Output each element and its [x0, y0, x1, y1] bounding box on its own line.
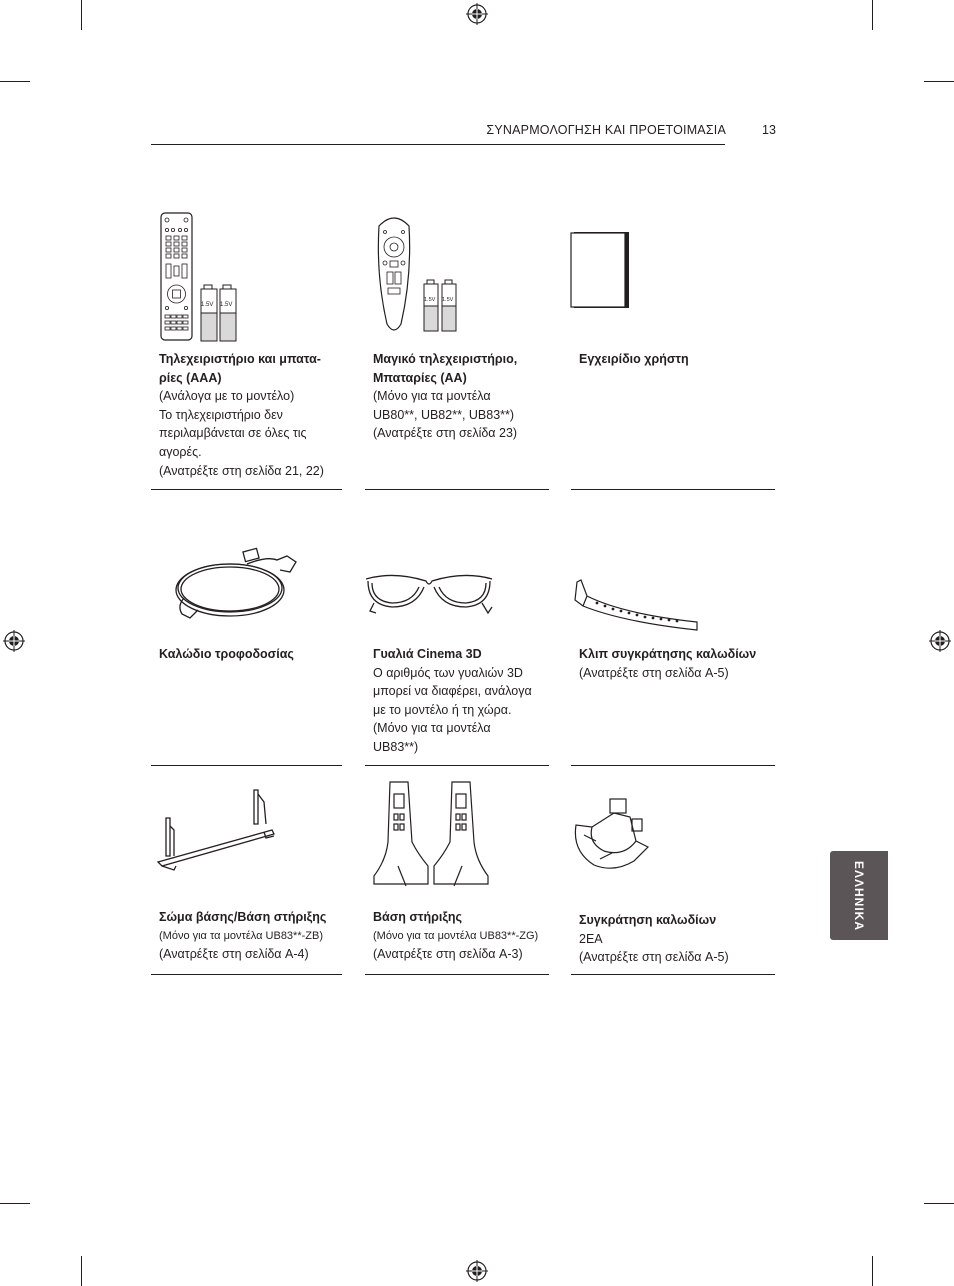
battery-label: 1.5V [424, 297, 436, 303]
item-name: Σώμα βάσης/Βάση στήριξης [159, 910, 327, 924]
item-desc: περιλαμβάνεται σε όλες τις [159, 426, 307, 441]
divider [151, 489, 342, 490]
page-number: 13 [762, 123, 776, 137]
crop-mark [924, 1203, 954, 1204]
item-desc: αγορές. [159, 444, 202, 459]
crop-mark [872, 0, 873, 30]
item-3d-glasses [373, 645, 553, 757]
battery-label: 1.5V [220, 302, 233, 308]
battery-icon [423, 280, 459, 332]
item-desc: (Ανατρέξτε στη σελίδα 23) [373, 426, 518, 441]
item-cable-clip [579, 645, 774, 682]
item-desc: (Ανατρέξτε στη σελίδα A-5) [579, 950, 729, 965]
item-desc: Ο αριθμός των γυαλιών 3D [373, 665, 523, 680]
crop-mark [924, 81, 954, 82]
item-desc: 2EA [579, 931, 603, 946]
item-name: Μπαταρίες (AA) [373, 370, 467, 385]
item-remote-control [159, 350, 344, 480]
manual-book-icon [569, 230, 631, 310]
power-cord-icon [172, 546, 302, 624]
item-desc: (Ανατρέξτε στη σελίδα A-3) [373, 947, 523, 962]
item-desc: (Μόνο για τα μοντέλα [373, 389, 491, 404]
item-desc: (Ανατρέξτε στη σελίδα A-5) [579, 665, 729, 680]
3d-glasses-icon [364, 567, 494, 615]
item-stand-support [373, 908, 553, 964]
item-desc: (Μόνο για τα μοντέλα [373, 721, 491, 736]
item-name: ρίες (AAA) [159, 370, 222, 385]
item-cable-holder [579, 911, 774, 967]
cable-clip-icon [573, 578, 703, 632]
divider [365, 489, 549, 490]
crop-mark [872, 1256, 873, 1286]
registration-mark-icon [466, 3, 488, 25]
header-rule [151, 144, 725, 145]
item-name: Μαγικό τηλεχειριστήριο, [373, 352, 518, 366]
battery-icon [200, 285, 238, 342]
crop-mark [0, 1203, 30, 1204]
item-desc: UB80**, UB82**, UB83**) [373, 407, 515, 422]
divider [571, 765, 775, 766]
item-desc: μπορεί να διαφέρει, ανάλογα [373, 684, 532, 699]
divider [365, 974, 549, 975]
language-tab [830, 851, 888, 940]
item-model-note: (Μόνο για τα μοντέλα UB83**-ZB) [159, 929, 323, 942]
item-name: Γυαλιά Cinema 3D [373, 647, 482, 661]
divider [571, 489, 775, 490]
battery-label: 1.5V [442, 297, 454, 303]
item-desc: (Ανατρέξτε στη σελίδα A-4) [159, 947, 309, 962]
crop-mark [81, 1256, 82, 1286]
item-name: Βάση στήριξης [373, 910, 463, 924]
item-name: Εγχειρίδιο χρήστη [579, 352, 689, 366]
remote-control-icon [160, 212, 194, 342]
item-desc: με το μοντέλο ή τη χώρα. [373, 702, 512, 717]
stand-support-icon [370, 780, 492, 890]
item-desc: UB83**) [373, 739, 419, 754]
divider [151, 974, 342, 975]
section-title: ΣΥΝΑΡΜΟΛΟΓΗΣΗ ΚΑΙ ΠΡΟΕΤΟΙΜΑΣΙΑ [486, 123, 726, 137]
registration-mark-icon [3, 630, 25, 652]
divider [151, 765, 342, 766]
item-desc: (Ανατρέξτε στη σελίδα 21, 22) [159, 463, 324, 478]
item-name: Κλιπ συγκράτησης καλωδίων [579, 647, 757, 661]
item-magic-remote [373, 350, 553, 443]
item-power-cord [159, 645, 339, 664]
item-name: Συγκράτηση καλωδίων [579, 913, 717, 927]
magic-remote-icon [375, 216, 413, 334]
divider [571, 974, 775, 975]
registration-mark-icon [929, 630, 951, 652]
battery-label: 1.5V [201, 302, 214, 308]
language-tab-label: ΕΛΛΗΝΙΚΑ [852, 860, 866, 931]
divider [365, 765, 549, 766]
stand-body-icon [154, 786, 280, 872]
crop-mark [0, 81, 30, 82]
cable-holder-icon [570, 795, 660, 875]
item-name: Τηλεχειριστήριο και μπατα- [159, 352, 321, 366]
crop-mark [81, 0, 82, 30]
registration-mark-icon [466, 1260, 488, 1282]
item-name: Καλώδιο τροφοδοσίας [159, 647, 294, 661]
item-model-note: (Μόνο για τα μοντέλα UB83**-ZG) [373, 929, 539, 942]
item-user-manual [579, 350, 759, 369]
item-desc: (Ανάλογα με το μοντέλο) [159, 389, 295, 404]
item-stand-body [159, 908, 344, 964]
item-desc: Το τηλεχειριστήριο δεν [159, 407, 283, 422]
